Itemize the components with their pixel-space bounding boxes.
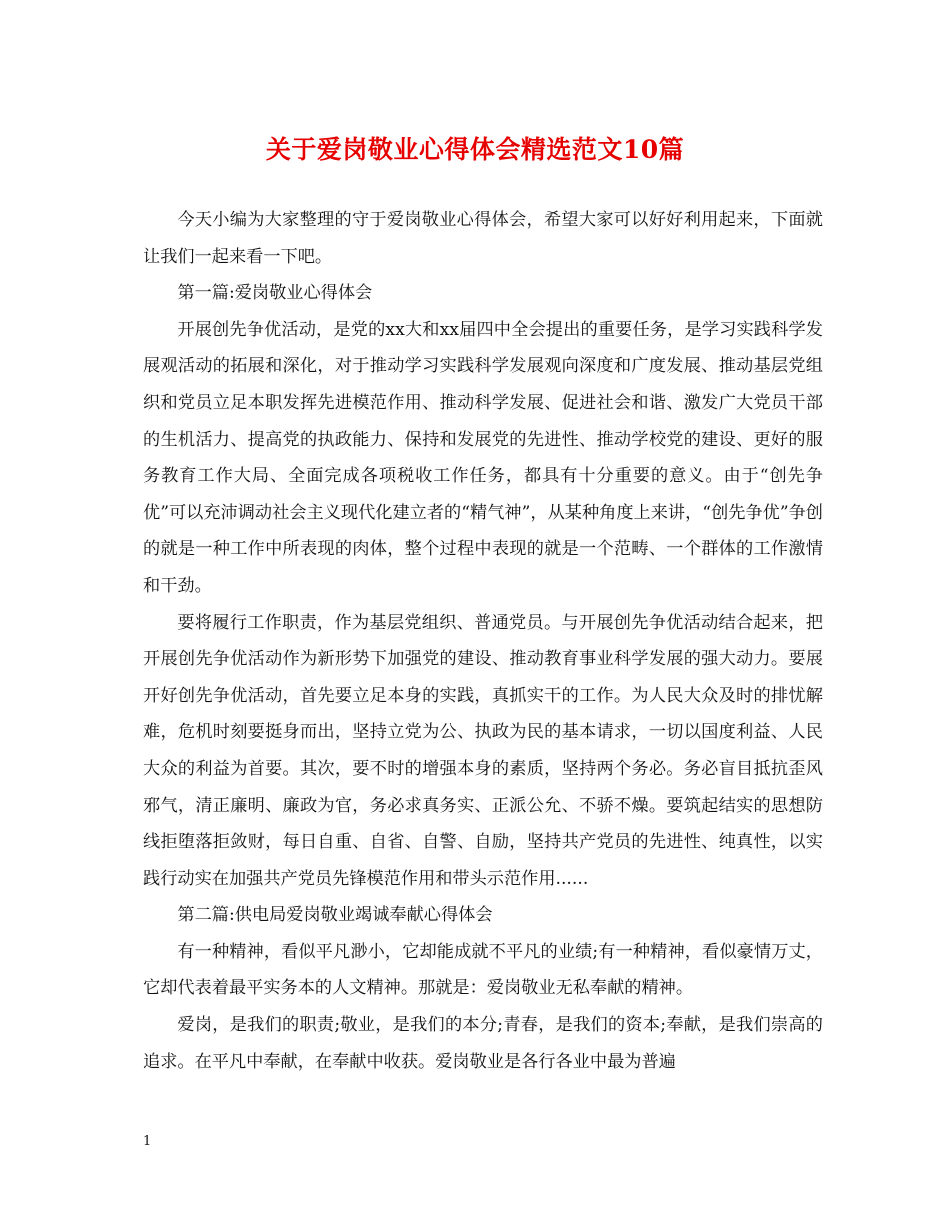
document-title: 关于爱岗敬业心得体会精选范文10篇	[265, 135, 685, 164]
section-heading-1: 第一篇:爱岗敬业心得体会	[177, 283, 373, 304]
section-heading-2: 第二篇:供电局爱岗敬业竭诚奉献心得体会	[177, 905, 493, 926]
body-paragraph: 开展创先争优活动，是党的xx大和xx届四中全会提出的重要任务，是学习实践科学发展观活动的拓展和深化，对于推动学习实践科学发展观向深度和广度发展、推动基层党组织和党员立足本职发挥先进模范作用、推动科学发展、促进社会和谐、激发广大党员干部的生机活力、提高党的执政能力、保持和发展党的先进性、推动学校党的建设、更好的服务教育工作大局、全面完成各项税收工作任务，都具有十分重要的意义。由于“创先争优”可以充沛调动社会主义现代化建立者的“精气神”，从某种角度上来讲，“创先争优”争创的就是一种工作中所表现的肉体，整个过程中表现的就是一个范畴、一个群体的工作激情和干劲。	[143, 319, 823, 596]
body-paragraph: 爱岗，是我们的职责;敬业，是我们的本分;青春，是我们的资本;奉献，是我们崇高的追求。在平凡中奉献，在奉献中收获。爱岗敬业是各行各业中最为普遍	[143, 1015, 823, 1072]
document-body	[143, 202, 823, 1080]
body-paragraph: 要将履行工作职责，作为基层党组织、普通党员。与开展创先争优活动结合起来，把开展创先争优活动作为新形势下加强党的建设、推动教育事业科学发展的强大动力。要展开好创先争优活动，首先要立足本身的实践，真抓实干的工作。为人民大众及时的排忧解难，危机时刻要挺身而出，坚持立党为公、执政为民的基本请求，一切以国度利益、人民大众的利益为首要。其次，要不时的增强本身的素质，坚持两个务必。务必盲目抵抗歪风邪气，清正廉明、廉政为官，务必求真务实、正派公允、不骄不燥。要筑起结实的思想防线拒堕落拒敛财，每日自重、自省、自警、自励，坚持共产党员的先进性、纯真性，以实践行动实在加强共产党员先锋模范作用和带头示范作用......	[143, 612, 823, 889]
body-paragraph: 有一种精神，看似平凡渺小，它却能成就不平凡的业绩;有一种精神，看似豪情万丈，它却代表着最平实务本的人文精神。那就是：爱岗敬业无私奉献的精神。	[143, 941, 823, 999]
page-number: 1	[143, 1134, 152, 1149]
intro-paragraph: 今天小编为大家整理的守于爱岗敬业心得体会，希望大家可以好好利用起来，下面就让我们一起来看一下吧。	[143, 210, 823, 267]
